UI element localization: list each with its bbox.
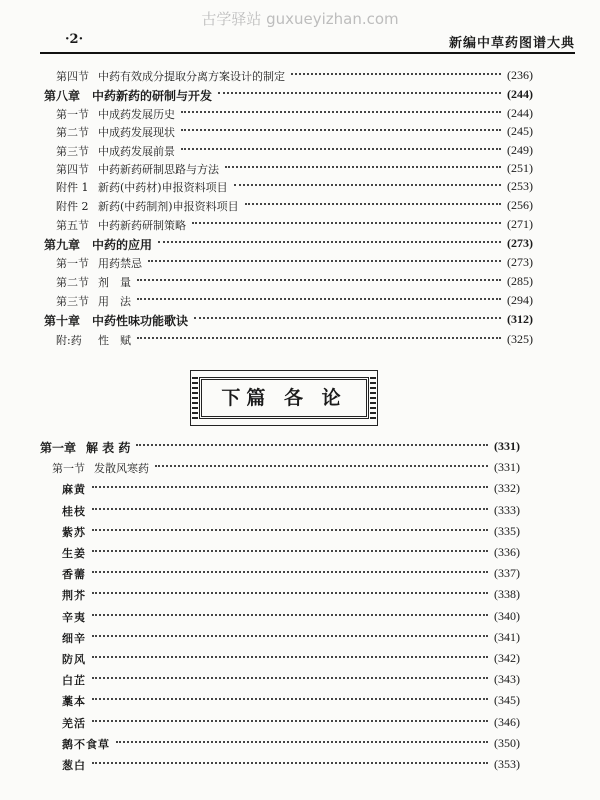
toc-entry-number: 第二节 xyxy=(56,276,89,289)
toc-entry-title: 中药性味功能歌诀 xyxy=(92,314,189,328)
toc-entry-page: (335) xyxy=(494,524,520,538)
leader-dots xyxy=(92,486,488,488)
toc-entry-page: (337) xyxy=(494,566,520,580)
toc-entry-chapter xyxy=(0,85,600,104)
toc-entry-page: (273) xyxy=(507,236,533,250)
leader-dots xyxy=(92,508,488,510)
leader-dots xyxy=(234,184,501,186)
toc-entry-title: 用药禁忌 xyxy=(98,257,142,270)
toc-entry-page: (331) xyxy=(494,439,520,453)
toc-entry-page: (256) xyxy=(507,198,533,212)
toc-entry-page: (245) xyxy=(507,124,533,138)
leader-dots xyxy=(192,222,501,224)
leader-dots xyxy=(92,592,488,594)
page-number: ·2· xyxy=(65,32,84,47)
toc-entry-number: 第二节 xyxy=(56,126,89,139)
section-title: 下篇 各 论 xyxy=(221,387,347,409)
toc-entry-title: 中药的应用 xyxy=(92,238,153,252)
toc-entry-title: 荆芥 xyxy=(62,589,86,602)
toc-entry-number: 第四节 xyxy=(56,163,89,176)
toc-entry-title: 羌活 xyxy=(62,717,86,730)
toc-entry-title: 中成药发展现状 xyxy=(98,126,175,139)
toc-entry-title: 中药新药研制思路与方法 xyxy=(98,163,219,176)
toc-entry-herb xyxy=(0,691,600,710)
section-title-box xyxy=(190,370,378,426)
leader-dots xyxy=(245,203,501,205)
toc-entry-title: 中药新药的研制与开发 xyxy=(92,89,213,103)
toc-entry-section xyxy=(0,177,600,196)
toc-entry-title: 用 法 xyxy=(98,295,131,308)
toc-entry-herb xyxy=(0,479,600,498)
leader-dots xyxy=(148,260,501,262)
toc-entry-page: (343) xyxy=(494,672,520,686)
toc-entry-page: (253) xyxy=(507,179,533,193)
toc-entry-number: 第九章 xyxy=(44,238,81,252)
toc-entry-title: 香薷 xyxy=(62,568,86,581)
toc-entry-title: 新药(中药制剂)申报资料项目 xyxy=(98,200,239,213)
toc-entry-page: (325) xyxy=(507,332,533,346)
leader-dots xyxy=(92,720,488,722)
leader-dots xyxy=(137,337,501,339)
toc-entry-herb xyxy=(0,585,600,604)
toc-entry-page: (244) xyxy=(507,87,533,101)
toc-entry-page: (341) xyxy=(494,630,520,644)
toc-entry-number: 第三节 xyxy=(56,295,89,308)
leader-dots xyxy=(137,279,501,281)
page-header xyxy=(40,28,575,50)
leader-dots xyxy=(158,241,501,243)
toc-entry-herb xyxy=(0,734,600,753)
leader-dots xyxy=(92,529,488,531)
leader-dots xyxy=(181,111,501,113)
toc-entry-title: 解 表 药 xyxy=(86,441,131,455)
leader-dots xyxy=(92,762,488,764)
toc-entry-herb xyxy=(0,670,600,689)
toc-entry-page: (333) xyxy=(494,503,520,517)
leader-dots xyxy=(291,73,501,75)
toc-entry-herb xyxy=(0,628,600,647)
leader-dots xyxy=(225,166,501,168)
toc-entry-page: (342) xyxy=(494,651,520,665)
toc-entry-section xyxy=(0,272,600,291)
toc-entry-page: (340) xyxy=(494,609,520,623)
toc-entry-section xyxy=(0,104,600,123)
toc-entry-herb xyxy=(0,713,600,732)
toc-entry-number: 第一章 xyxy=(40,441,77,455)
toc-entry-number: 第一节 xyxy=(56,108,89,121)
leader-dots xyxy=(92,656,488,658)
toc-entry-section xyxy=(0,159,600,178)
toc-entry-page: (331) xyxy=(494,460,520,474)
toc-entry-title: 白芷 xyxy=(62,674,86,687)
toc-entry-title: 中药新药研制策略 xyxy=(98,219,186,232)
toc-entry-number: 第四节 xyxy=(56,70,89,83)
leader-dots xyxy=(155,465,488,467)
toc-entry-number: 附件 1 xyxy=(56,181,89,194)
toc-entry-page: (345) xyxy=(494,693,520,707)
leader-dots xyxy=(181,129,501,131)
toc-entry-page: (236) xyxy=(507,68,533,82)
toc-entry-title: 紫苏 xyxy=(62,526,86,539)
toc-entry-page: (251) xyxy=(507,161,533,175)
toc-entry-number: 第一节 xyxy=(52,462,85,475)
toc-entry-page: (294) xyxy=(507,293,533,307)
toc-entry-number: 第一节 xyxy=(56,257,89,270)
leader-dots xyxy=(137,298,501,300)
toc-entry-page: (244) xyxy=(507,106,533,120)
leader-dots xyxy=(92,614,488,616)
toc-entry-chapter xyxy=(0,437,600,456)
toc-entry-number: 第八章 xyxy=(44,89,81,103)
book-title: 新编中草药图谱大典 xyxy=(448,36,575,51)
header-rule xyxy=(40,52,575,54)
toc-entry-section xyxy=(0,330,600,349)
leader-dots xyxy=(92,698,488,700)
toc-entry-section xyxy=(0,458,600,477)
toc-entry-page: (271) xyxy=(507,217,533,231)
toc-entry-page: (285) xyxy=(507,274,533,288)
toc-entry-title: 性 赋 xyxy=(98,334,131,347)
toc-entry-section xyxy=(0,253,600,272)
toc-entry-title: 桂枝 xyxy=(62,505,86,518)
toc-entry-section xyxy=(0,122,600,141)
toc-entry-herb xyxy=(0,607,600,626)
toc-entry-section xyxy=(0,141,600,160)
toc-entry-number: 附件 2 xyxy=(56,200,89,213)
leader-dots xyxy=(92,677,488,679)
toc-entry-page: (338) xyxy=(494,587,520,601)
toc-entry-title: 鹅不食草 xyxy=(62,738,110,751)
toc-entry-section xyxy=(0,196,600,215)
toc-entry-section xyxy=(0,291,600,310)
toc-entry-number: 第三节 xyxy=(56,145,89,158)
toc-entry-title: 新药(中药材)申报资料项目 xyxy=(98,181,228,194)
toc-entry-title: 麻黄 xyxy=(62,483,86,496)
toc-entry-title: 剂 量 xyxy=(98,276,131,289)
leader-dots xyxy=(218,92,501,94)
toc-entry-title: 葱白 xyxy=(62,759,86,772)
toc-entry-herb xyxy=(0,564,600,583)
toc-entry-title: 中成药发展历史 xyxy=(98,108,175,121)
leader-dots xyxy=(136,444,488,446)
toc-entry-chapter xyxy=(0,310,600,329)
toc-entry-herb xyxy=(0,543,600,562)
toc-entry-title: 中药有效成分提取分离方案设计的制定 xyxy=(98,70,285,83)
toc-entry-title: 中成药发展前景 xyxy=(98,145,175,158)
toc-entry-herb xyxy=(0,522,600,541)
toc-entry-page: (249) xyxy=(507,143,533,157)
leader-dots xyxy=(92,550,488,552)
toc-entry-herb xyxy=(0,755,600,774)
toc-entry-page: (273) xyxy=(507,255,533,269)
leader-dots xyxy=(92,571,488,573)
toc-entry-page: (336) xyxy=(494,545,520,559)
toc-entry-number: 第十章 xyxy=(44,314,81,328)
leader-dots xyxy=(116,741,488,743)
toc-entry-section xyxy=(0,215,600,234)
leader-dots xyxy=(92,635,488,637)
toc-entry-number: 第五节 xyxy=(56,219,89,232)
toc-entry-title: 辛夷 xyxy=(62,611,86,624)
toc-entry-title: 发散风寒药 xyxy=(94,462,149,475)
toc-entry-title: 细辛 xyxy=(62,632,86,645)
toc-entry-page: (353) xyxy=(494,757,520,771)
watermark: 古学驿站 guxueyizhan.com xyxy=(201,10,399,28)
toc-entry-title: 生姜 xyxy=(62,547,86,560)
toc-entry-page: (332) xyxy=(494,481,520,495)
toc-entry-page: (312) xyxy=(507,312,533,326)
toc-entry-chapter xyxy=(0,234,600,253)
toc-entry-title: 防风 xyxy=(62,653,86,666)
toc-entry-page: (350) xyxy=(494,736,520,750)
toc-entry-herb xyxy=(0,501,600,520)
toc-entry-title: 藁本 xyxy=(62,695,86,708)
leader-dots xyxy=(181,148,501,150)
toc-entry-herb xyxy=(0,649,600,668)
leader-dots xyxy=(194,317,501,319)
toc-entry-page: (346) xyxy=(494,715,520,729)
toc-entry-number: 附:药 xyxy=(56,334,82,347)
toc-entry-section xyxy=(0,66,600,85)
